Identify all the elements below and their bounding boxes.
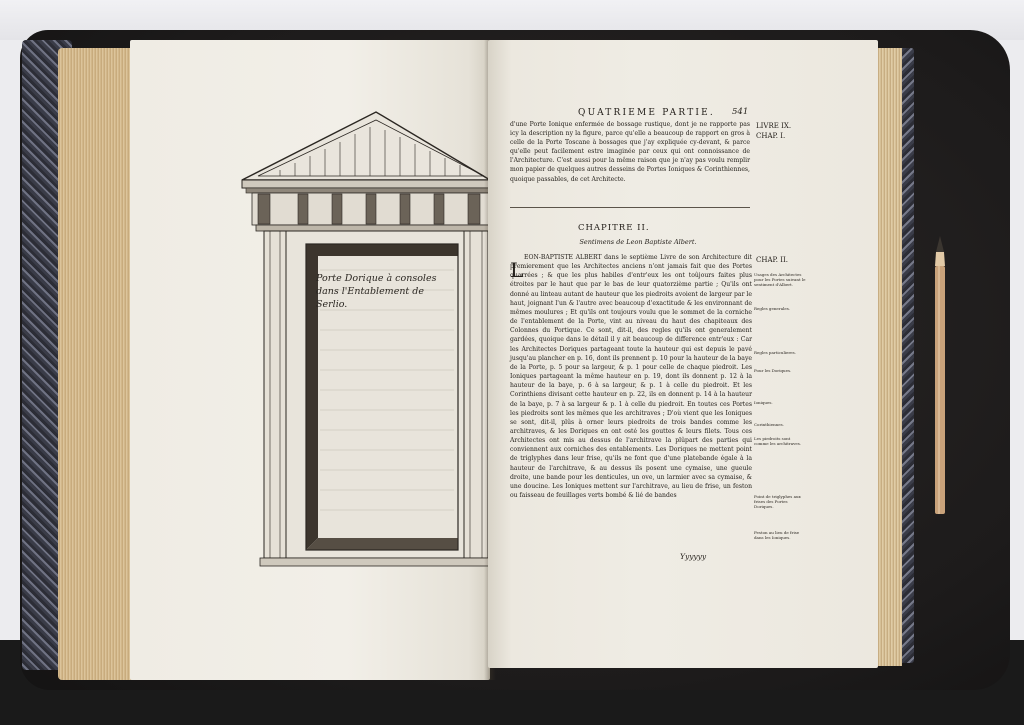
right-page	[488, 40, 878, 668]
running-head: QUATRIEME PARTIE.	[578, 108, 715, 118]
chapter-subtitle: Sentimens de Leon Baptiste Albert.	[579, 238, 697, 246]
margin-chapter: CHAP. I.	[756, 132, 786, 140]
side-note: Regles particulieres.	[754, 350, 796, 355]
pencil	[934, 236, 946, 516]
page-edges-left	[58, 48, 138, 680]
margin-chapter-2: CHAP. II.	[756, 256, 789, 264]
side-note: Corinthiennes.	[754, 422, 784, 427]
side-note: Regles generales.	[754, 306, 791, 311]
main-text-body: EON-BAPTISTE ALBERT dans le septième Livre de son Architecture dit premierement que les Architectes anciens n'ont jamais fait que des Portes quarrées ; & que les plus habiles d'entr'eux les ont toûjours faites plus étroites par le haut que par le bas de leur quatorzième partie ; Qu'ils ont donné au linteau autant de hauteur que les piedroits avoient de largeur par le haut, joignant l'un & l'autre avec beaucoup d'exactitude & les environnant de mêmes moulures ; Et qu'ils ont toujours voulu que le sommet de la corniche de l'entablement de la Porte, vint au niveau du haut des chapiteaux des Colonnes du Portique. Ce sont, dit-il, des regles qu'ils ont generalement gardées, quoique dans le détail il y ait beaucoup de difference entr'eux : Car les Architectes Doriques partageant toute la hauteur qui est depuis le pavé jusqu'au plancher en p. 16, dont ils prennent p. 10 pour la hauteur de la baye de la Porte, p. 5 pour sa largeur, & p. 1 pour celle de chaque piedroit. Les Ioniques partageant la même hauteur en p. 19, dont ils donnent p. 12 à la hauteur de la baye, p. 6 à sa largeur, & p. 1 à celle du piedroit. Et les Corinthiens divisant cette hauteur en p. 22, ils en donnent p. 14 à la hauteur de la baye, p. 7 à sa largeur & p. 1 à celle du piedroit. En toutes ces Portes les piedroits sont les mêmes que les architraves ; D'où vient que les Ioniques se sont, dit-il, plûs à orner leurs piedroits de trois bandes comme les architraves, & les Doriques en ont osté les gouttes & leurs filets. Tous ces Architectes ont mis au dessus de l'architrave la plûpart des parties qui conviennent aux corniches des entablements. Les Doriques ne mettent point de triglyphes dans leur frise, qu'ils ne font que d'une platebande égale à la hauteur de l'architrave, & au dessus ils posent une cymaise, une gueule droite, une bande pour les denticules, un ove, un larmier avec sa cymaise, & une doucine. Les Ioniques mettent sur l'architrave, au lieu de frise, un feston ou faisseau de feuillages verts bombé & lié de bandes	[510, 254, 752, 500]
side-note: Usages des Architectes pour les Portes suivant le sentiment d'Albert.	[754, 272, 806, 287]
top-paragraph: d'une Porte Ionique enfermée de bossage rustique, dont je ne rapporte pas icy la description ny la figure, parce qu'elle a beaucoup de rapport en gros à celle de la Porte Toscane à bossages que j'ay expliquée cy-devant, & parce qu'elle peut facilement estre imaginée par ceux qui ont connoissance de l'Architecture. C'est aussi pour la même raison que je n'ay pas voulu remplir mon papier de quelques autres desseins de Portes Ioniques & Corinthiennes, quoique passables, de cet Architecte.	[510, 121, 750, 183]
caption-line: dans l'Entablement de Serlio.	[316, 286, 424, 310]
left-page	[130, 40, 490, 680]
drop-cap: L	[510, 258, 524, 282]
section-rule	[510, 207, 750, 208]
side-note: Ioniques.	[754, 400, 773, 405]
margin-book: LIVRE IX.	[756, 122, 792, 130]
side-note: Point de triglyphes aux frises des Portes Doriques.	[754, 494, 801, 509]
engraving-caption	[316, 272, 451, 311]
chapter-title: CHAPITRE II.	[578, 223, 650, 233]
side-note: Feston au lieu de frise dans les Ioniques.	[754, 530, 800, 540]
side-note: Les piedroits sont comme les architraves.	[754, 436, 802, 446]
side-note: Pour les Doriques.	[754, 368, 792, 373]
door-engraving	[240, 110, 490, 570]
caption-line: Porte Dorique à consoles	[316, 273, 437, 284]
catchword: Yyyyyy	[680, 552, 707, 561]
page-number: 541	[732, 107, 749, 117]
main-text	[510, 253, 752, 500]
